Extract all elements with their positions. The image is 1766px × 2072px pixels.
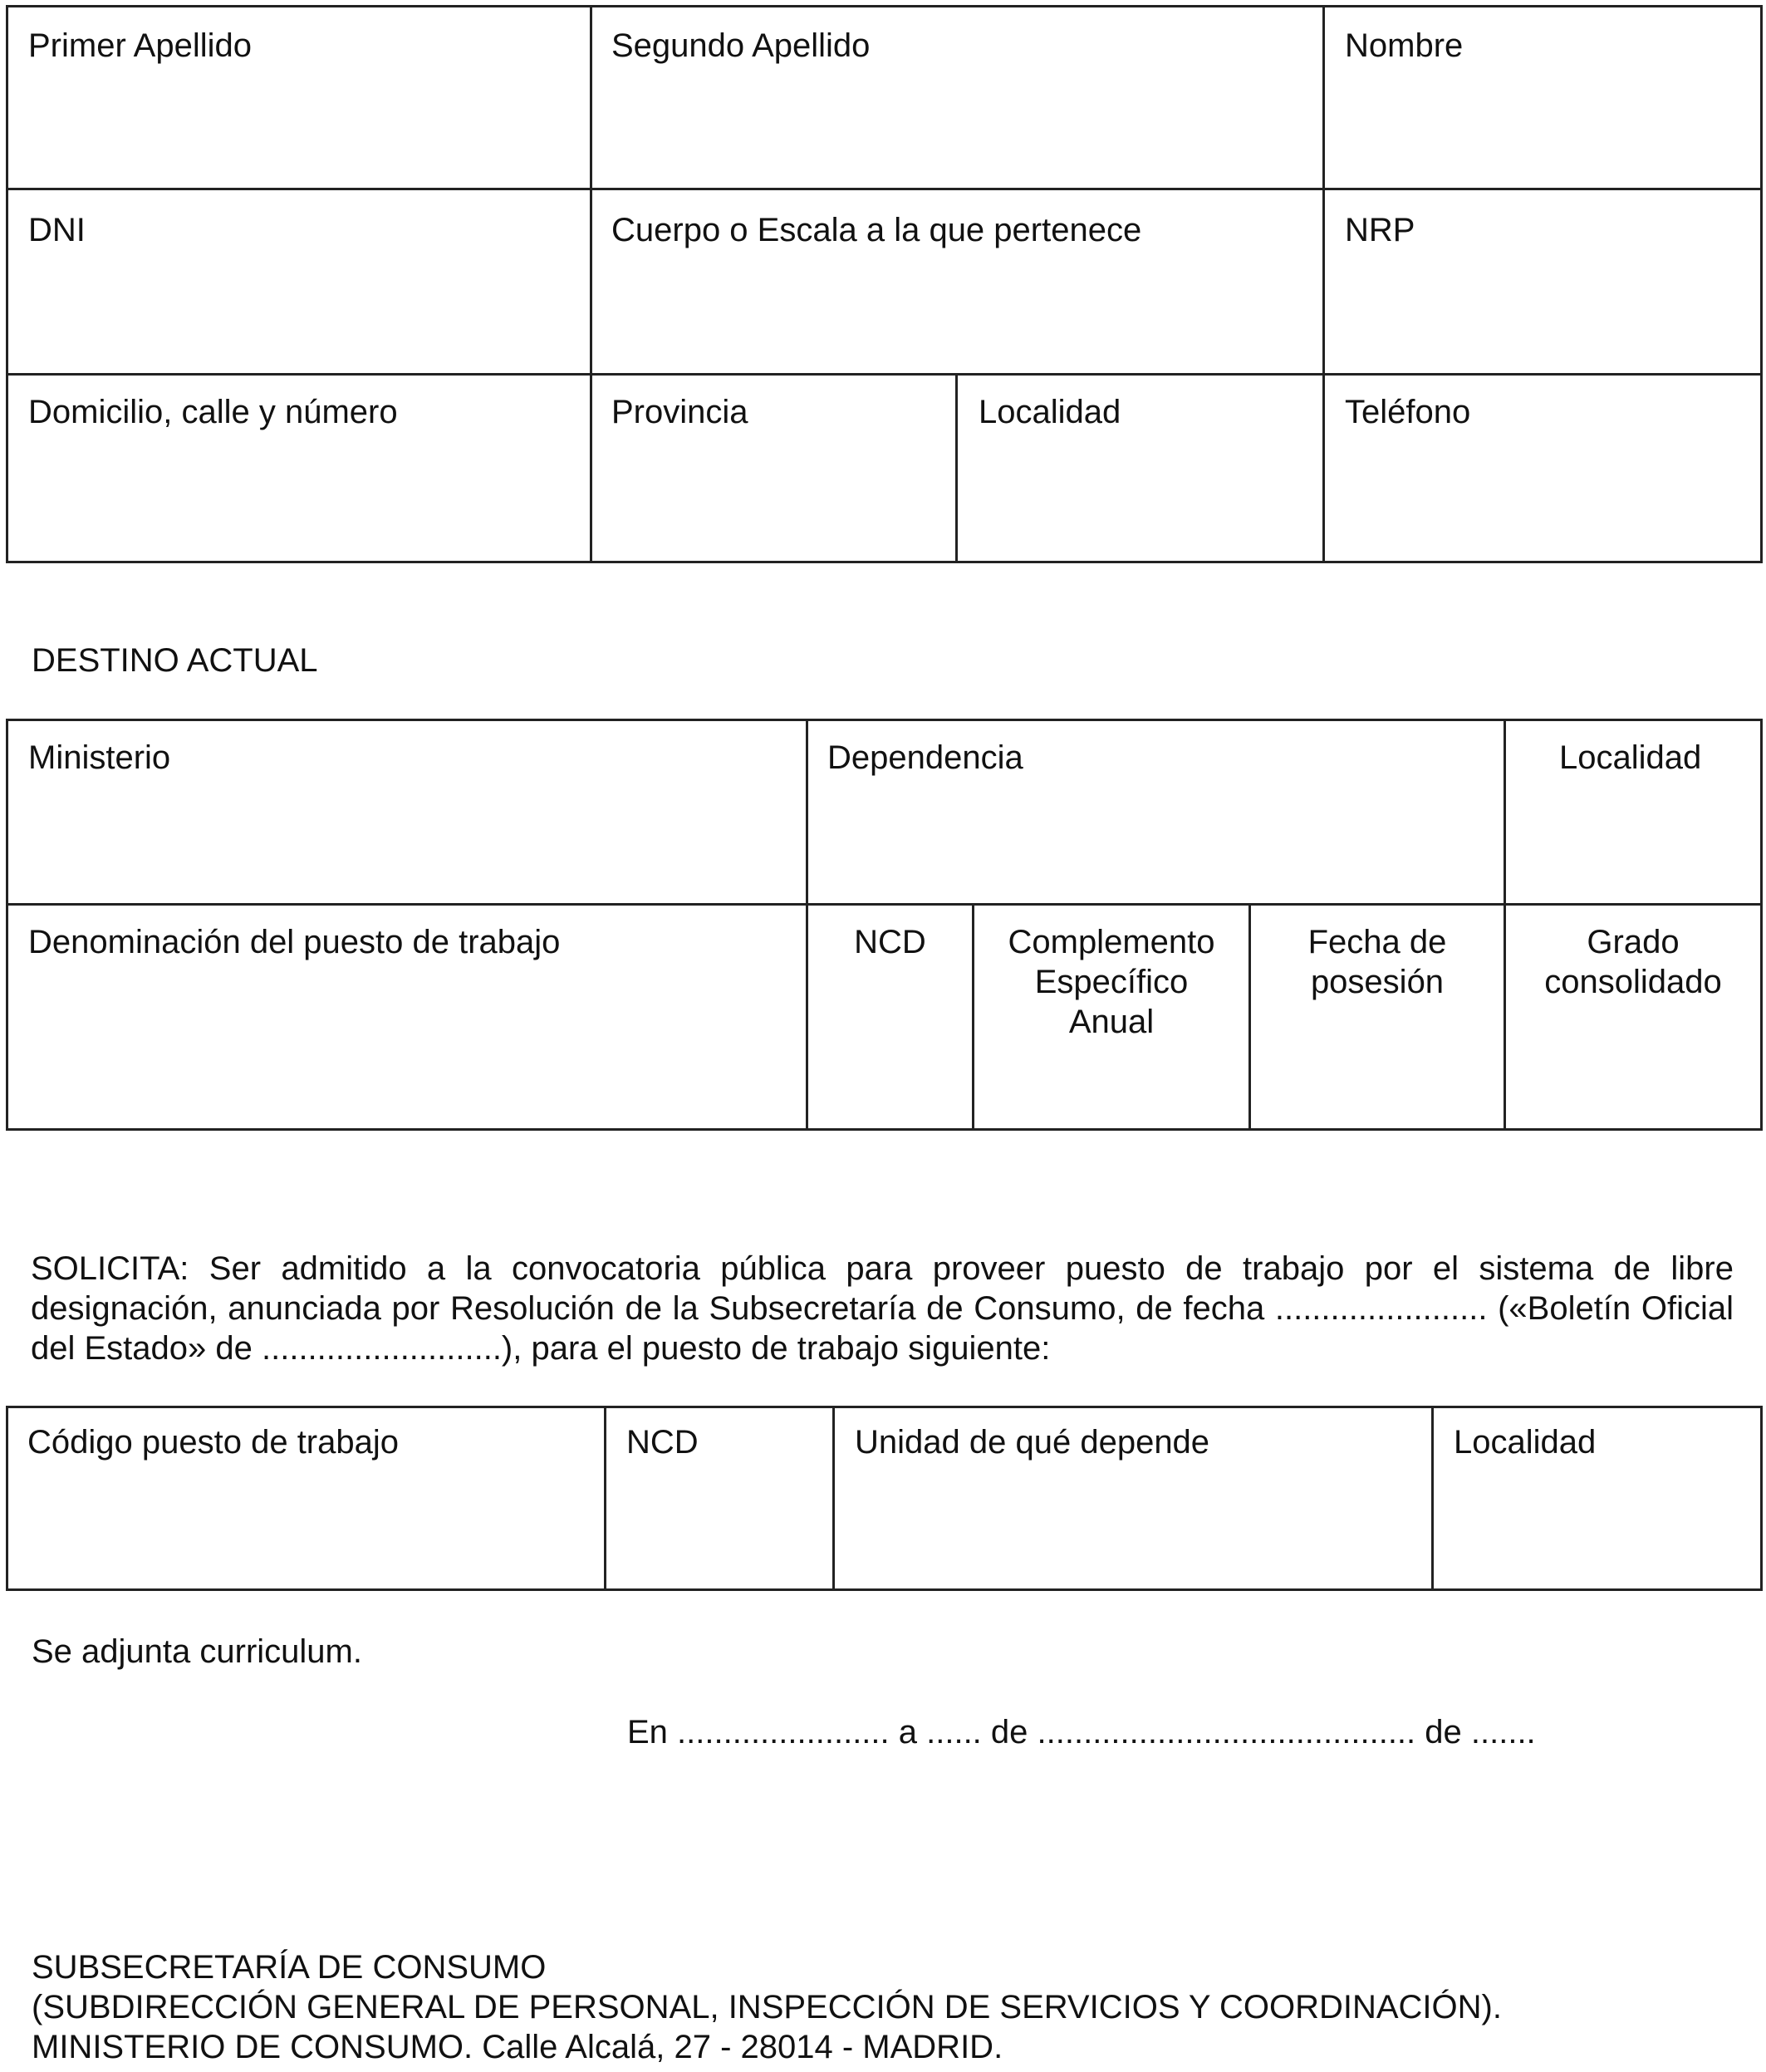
cell-primer-apellido[interactable] — [8, 7, 590, 188]
footer-address — [32, 1947, 1502, 2067]
label-telefono: Teléfono — [1345, 394, 1471, 430]
label-ncd-destino: NCD — [854, 924, 926, 960]
destino-actual-heading: DESTINO ACTUAL — [32, 642, 318, 679]
label-dni: DNI — [28, 212, 86, 248]
label-codigo-puesto: Código puesto de trabajo — [27, 1424, 399, 1461]
date-line[interactable]: En ....................... a ...... de ......................................... de ....... — [627, 1714, 1536, 1750]
cell-grado-consolidado[interactable] — [1506, 906, 1760, 1128]
cell-provincia[interactable] — [592, 376, 955, 561]
label-cuerpo-escala: Cuerpo o Escala a la que pertenece — [611, 212, 1142, 248]
curriculum-note: Se adjunta curriculum. — [32, 1633, 362, 1670]
cell-codigo-puesto[interactable] — [8, 1408, 604, 1588]
cell-ncd-puesto[interactable] — [606, 1408, 832, 1588]
cell-domicilio[interactable] — [8, 376, 590, 561]
label-ministerio: Ministerio — [28, 739, 171, 776]
label-domicilio: Domicilio, calle y número — [28, 394, 398, 430]
label-provincia: Provincia — [611, 394, 748, 430]
cell-fecha-posesion[interactable] — [1251, 906, 1504, 1128]
label-denominacion-puesto: Denominación del puesto de trabajo — [28, 924, 561, 960]
footer-line-subdireccion: (SUBDIRECCIÓN GENERAL DE PERSONAL, INSPECCIÓN DE SERVICIOS Y COORDINACIÓN). — [32, 1989, 1502, 2025]
label-unidad-depende: Unidad de qué depende — [855, 1424, 1210, 1461]
cell-segundo-apellido[interactable] — [592, 7, 1322, 188]
label-dependencia: Dependencia — [827, 739, 1023, 776]
label-primer-apellido: Primer Apellido — [28, 27, 253, 64]
cell-ncd-destino[interactable] — [808, 906, 972, 1128]
cell-ministerio[interactable] — [8, 721, 806, 903]
cell-complemento-especifico[interactable] — [974, 906, 1248, 1128]
label-grado-consolidado: Grado consolidado — [1544, 924, 1722, 1000]
footer-line-subsecretaria: SUBSECRETARÍA DE CONSUMO — [32, 1949, 547, 1986]
cell-denominacion-puesto[interactable] — [8, 906, 806, 1128]
cell-nrp[interactable] — [1325, 190, 1760, 373]
label-localidad-puesto: Localidad — [1454, 1424, 1597, 1461]
label-nombre: Nombre — [1345, 27, 1464, 64]
cell-localidad-destino[interactable] — [1506, 721, 1760, 903]
label-nrp: NRP — [1345, 212, 1415, 248]
cell-cuerpo-escala[interactable] — [592, 190, 1322, 373]
cell-localidad-domicilio[interactable] — [958, 376, 1322, 561]
cell-telefono[interactable] — [1325, 376, 1760, 561]
label-segundo-apellido: Segundo Apellido — [611, 27, 871, 64]
solicita-paragraph: SOLICITA: Ser admitido a la convocatoria pública para proveer puesto de trabajo por el sistema de libre designación, anunciada por Resolución de la Subsecretaría de Consumo, de fecha ....................... («Boletín Oficial del Estado» de ..........................), para el puesto de trabajo siguiente: — [31, 1250, 1734, 1367]
cell-nombre[interactable] — [1325, 7, 1760, 188]
label-localidad-destino: Localidad — [1559, 739, 1702, 776]
label-ncd-puesto: NCD — [626, 1424, 699, 1461]
cell-unidad-depende[interactable] — [835, 1408, 1431, 1588]
cell-dependencia[interactable] — [808, 721, 1504, 903]
label-localidad-domicilio: Localidad — [979, 394, 1121, 430]
footer-line-ministerio: MINISTERIO DE CONSUMO. Calle Alcalá, 27 - 28014 - MADRID. — [32, 2029, 1003, 2065]
cell-localidad-puesto[interactable] — [1434, 1408, 1760, 1588]
label-complemento-especifico: Complemento Específico Anual — [1008, 924, 1215, 1040]
cell-dni[interactable] — [8, 190, 590, 373]
label-fecha-posesion: Fecha de posesión — [1307, 924, 1447, 1000]
